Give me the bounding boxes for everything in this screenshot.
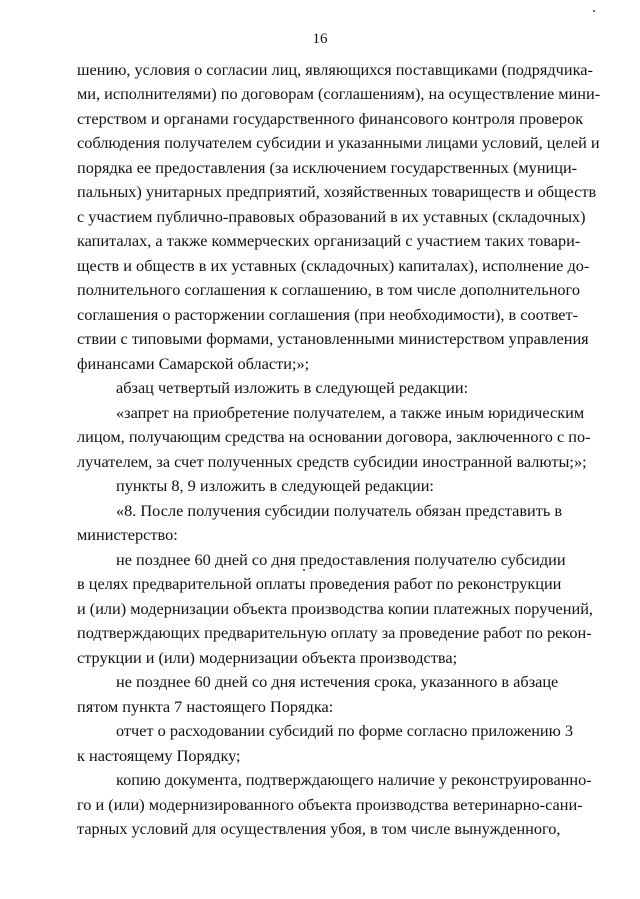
- text-line: ществ и обществ в их уставных (складочных) капиталах), исполнение до-: [77, 256, 590, 275]
- text-line: финансами Самарской области;»;: [77, 354, 310, 373]
- text-line: с участием публично-правовых образований в их уставных (складочных): [77, 207, 586, 226]
- text-line: «запрет на приобретение получателем, а также иным юридическим: [116, 403, 585, 422]
- text-line: полнительного соглашения к соглашению, в том числе дополнительного: [77, 280, 580, 299]
- page-number: 16: [312, 31, 328, 47]
- text-line: «8. После получения субсидии получатель обязан представить в: [116, 501, 563, 520]
- text-line: капиталах, а также коммерческих организаций с участием таких товари-: [77, 231, 581, 250]
- text-line: пятом пункта 7 настоящего Порядка:: [77, 697, 334, 716]
- text-line: к настоящему Порядку;: [77, 746, 241, 765]
- text-line: соблюдения получателем субсидии и указанными лицами условий, целей и: [77, 133, 600, 152]
- text-line: в целях предварительной оплаты проведения работ по реконструкции: [77, 574, 562, 593]
- text-line: ствии с типовыми формами, установленными министерством управления: [77, 329, 589, 348]
- text-line: отчет о расходовании субсидий по форме согласно приложению 3: [116, 721, 574, 740]
- text-line: порядка ее предоставления (за исключением государственных (муници-: [77, 158, 578, 177]
- text-line: пункты 8, 9 изложить в следующей редакции:: [116, 476, 434, 495]
- text-line: тарных условий для осуществления убоя, в том числе вынужденного,: [77, 819, 561, 838]
- text-line: пальных) унитарных предприятий, хозяйственных товариществ и обществ: [77, 182, 597, 201]
- text-line: шению, условия о согласии лиц, являющихся поставщиками (подрядчика-: [77, 60, 593, 79]
- text-line: министерство:: [77, 525, 178, 544]
- text-line: копию документа, подтверждающего наличие у реконструированно-: [116, 770, 592, 789]
- text-line: лицом, получающим средства на основании договора, заключенного с по-: [77, 427, 591, 446]
- text-line: и (или) модернизации объекта производства копии платежных поручений,: [77, 599, 593, 618]
- text-line: лучателем, за счет полученных средств субсидии иностранной валюты;»;: [77, 452, 587, 471]
- text-line: не позднее 60 дней со дня истечения срока, указанного в абзаце: [116, 672, 559, 691]
- scan-speck: [593, 10, 595, 12]
- text-line: го и (или) модернизированного объекта производства ветеринарно-сани-: [77, 795, 583, 814]
- text-line: ми, исполнителями) по договорам (соглашениям), на осуществление мини-: [77, 84, 601, 103]
- text-line: струкции и (или) модернизации объекта производства;: [77, 648, 458, 667]
- text-line: не позднее 60 дней со дня предоставления получателю субсидии: [116, 550, 566, 569]
- text-line: стерством и органами государственного финансового контроля проверок: [77, 109, 584, 128]
- text-line: соглашения о расторжении соглашения (при необходимости), в соответ-: [77, 305, 579, 324]
- text-line: подтверждающих предварительную оплату за проведение работ по рекон-: [77, 623, 592, 642]
- text-line: абзац четвертый изложить в следующей редакции:: [116, 378, 469, 397]
